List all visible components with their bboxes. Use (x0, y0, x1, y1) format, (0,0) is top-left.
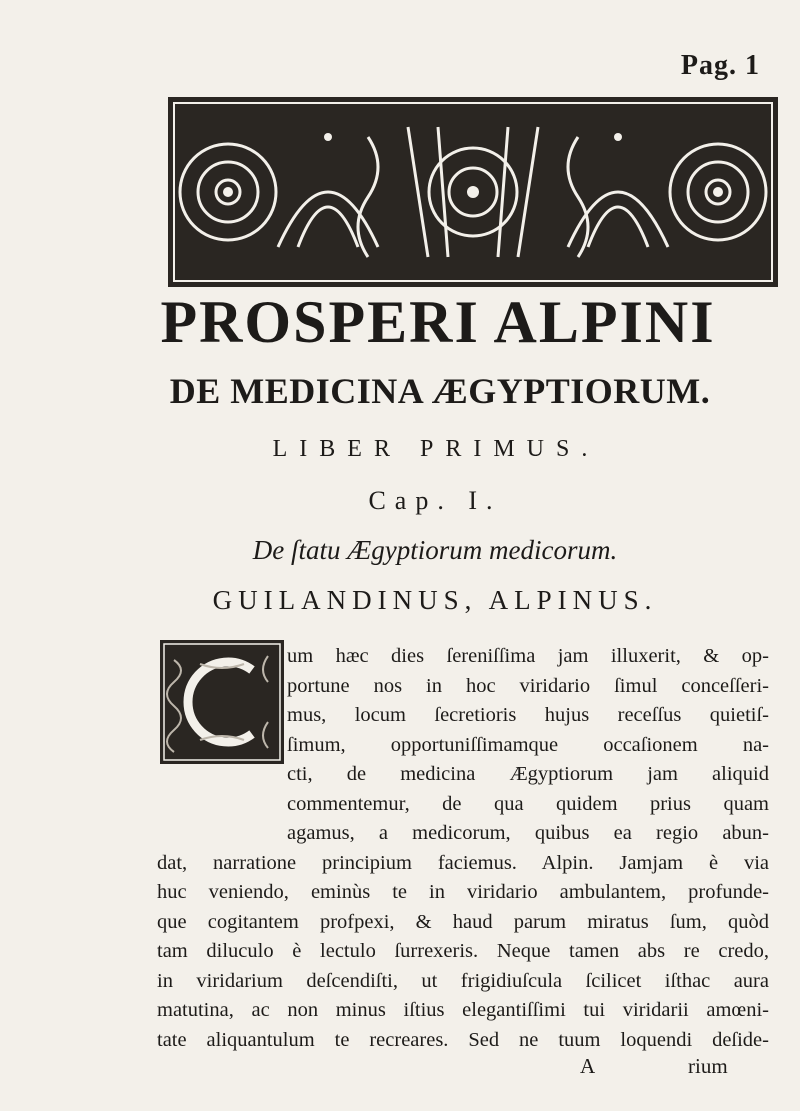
text-line: mus, locum ſecretioris hujus receſſus quietiſ- (287, 704, 769, 726)
text-line: huc veniendo, eminùs te in viridario ambulantem, profunde- (157, 881, 769, 903)
text-line: cti, de medicina Ægyptiorum jam aliquid (287, 763, 769, 785)
page-number: Pag. 1 (680, 50, 760, 81)
text-line: commentemur, de qua quidem prius quam (287, 792, 769, 815)
text-line: tam diluculo è lectulo ſurrexeris. Neque tamen abs re credo, (157, 940, 769, 962)
author-title: PROSPERI ALPINI (160, 289, 716, 355)
chapter-heading: Cap. I. (368, 486, 502, 515)
text-line: portune nos in hoc viridario ſimul conceſſeri- (287, 674, 769, 697)
ornamental-headpiece (168, 97, 778, 287)
text-line: agamus, a medicorum, quibus ea regio abun- (287, 822, 769, 844)
text-line: matutina, ac non minus iſtius elegantiſſimi tui viridarii amœni- (157, 999, 769, 1021)
dialogue-speakers: GUILANDINUS, ALPINUS. (212, 585, 658, 615)
text-line: um hæc dies ſereniſſima jam illuxerit, & op- (287, 645, 769, 667)
book-heading: LIBER PRIMUS. (272, 436, 600, 462)
text-line: in viridarium deſcendiſti, ut frigidiuſcula ſcilicet iſthac aura (157, 969, 769, 992)
main-text (157, 642, 769, 1055)
text-line: tate aliquantulum te recreares. Sed ne tuum loquendi deſide- (157, 1028, 769, 1051)
chapter-title: De ſtatu Ægyptiorum medicorum. (252, 535, 618, 565)
text-line: dat, narratione principium faciemus. Alpin. Jamjam è via (157, 851, 769, 874)
text-line: que cogitantem profpexi, & haud parum miratus ſum, quòd (157, 910, 769, 933)
work-title: DE MEDICINA ÆGYPTIORUM. (169, 371, 711, 411)
catchword: rium (688, 1054, 728, 1078)
signature-mark: A (580, 1054, 596, 1078)
text-line: ſimum, opportuniſſimamque occaſionem na- (287, 733, 769, 756)
